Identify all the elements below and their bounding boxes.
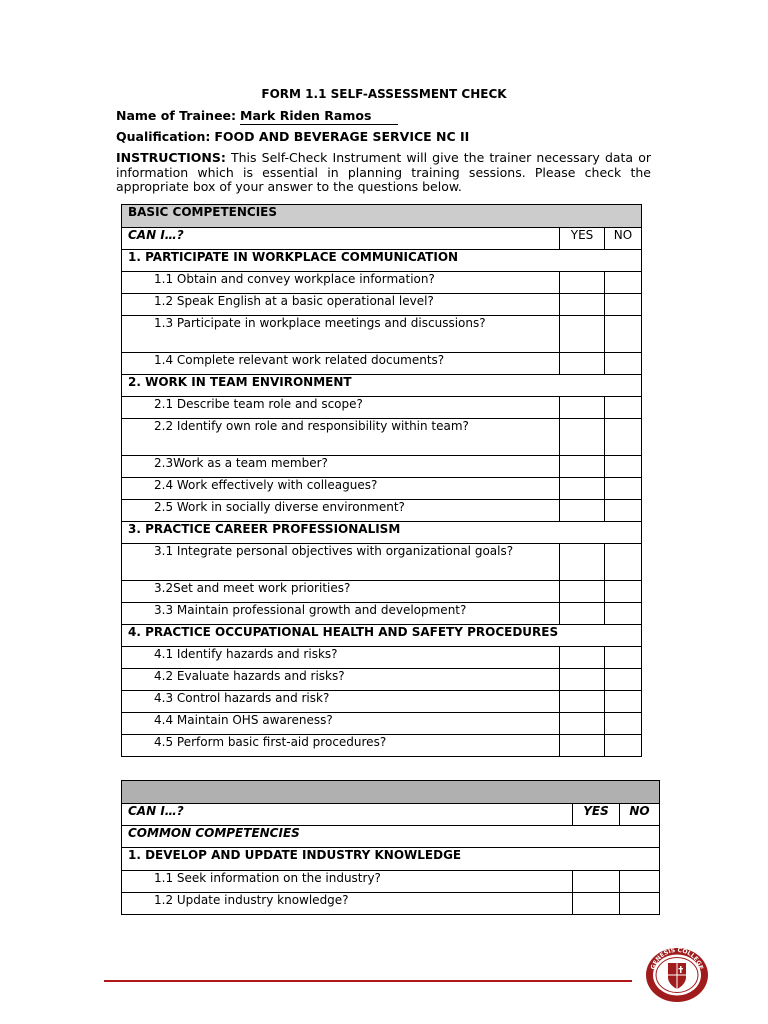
trainee-label: Name of Trainee: bbox=[116, 108, 237, 123]
table-row bbox=[122, 713, 642, 735]
no-checkbox[interactable] bbox=[605, 353, 642, 375]
question-text: 4.4 Maintain OHS awareness? bbox=[122, 713, 560, 735]
form-title: FORM 1.1 SELF-ASSESSMENT CHECK bbox=[261, 87, 507, 101]
yes-checkbox[interactable] bbox=[573, 893, 620, 915]
qualification-line bbox=[116, 129, 469, 144]
section-title: 1. DEVELOP AND UPDATE INDUSTRY KNOWLEDGE bbox=[122, 848, 660, 871]
question-text: 2.1 Describe team role and scope? bbox=[122, 397, 560, 419]
no-checkbox[interactable] bbox=[605, 713, 642, 735]
table-row bbox=[122, 316, 642, 353]
yes-checkbox[interactable] bbox=[560, 456, 605, 478]
question-text: 1.4 Complete relevant work related documents? bbox=[122, 353, 560, 375]
yes-checkbox[interactable] bbox=[560, 419, 605, 456]
no-checkbox[interactable] bbox=[605, 735, 642, 757]
qualification-label: Qualification: bbox=[116, 129, 211, 144]
table-row bbox=[122, 500, 642, 522]
yes-checkbox[interactable] bbox=[573, 871, 620, 893]
college-seal-logo bbox=[644, 946, 710, 1004]
yes-checkbox[interactable] bbox=[560, 500, 605, 522]
common-competencies-label: COMMON COMPETENCIES bbox=[122, 826, 660, 848]
table-row bbox=[122, 419, 642, 456]
footer-divider bbox=[104, 980, 632, 982]
trainee-name: Mark Riden Ramos bbox=[240, 108, 398, 125]
no-checkbox[interactable] bbox=[605, 603, 642, 625]
section-title: 1. PARTICIPATE IN WORKPLACE COMMUNICATION bbox=[122, 250, 642, 272]
yes-checkbox[interactable] bbox=[560, 691, 605, 713]
yes-checkbox[interactable] bbox=[560, 353, 605, 375]
yes-checkbox[interactable] bbox=[560, 544, 605, 581]
no-checkbox[interactable] bbox=[605, 419, 642, 456]
category-row bbox=[122, 826, 660, 848]
question-text: 1.3 Participate in workplace meetings and discussions? bbox=[122, 316, 560, 353]
no-checkbox[interactable] bbox=[605, 669, 642, 691]
question-text: 1.1 Obtain and convey workplace information? bbox=[122, 272, 560, 294]
no-checkbox[interactable] bbox=[605, 272, 642, 294]
no-checkbox[interactable] bbox=[605, 647, 642, 669]
no-column-header: NO bbox=[605, 228, 642, 250]
question-text: 3.3 Maintain professional growth and development? bbox=[122, 603, 560, 625]
question-text: 4.2 Evaluate hazards and risks? bbox=[122, 669, 560, 691]
qualification-value: FOOD AND BEVERAGE SERVICE NC II bbox=[214, 129, 470, 144]
no-checkbox[interactable] bbox=[605, 397, 642, 419]
yes-checkbox[interactable] bbox=[560, 713, 605, 735]
table-row bbox=[122, 544, 642, 581]
no-checkbox[interactable] bbox=[605, 294, 642, 316]
question-text: 2.4 Work effectively with colleagues? bbox=[122, 478, 560, 500]
no-checkbox[interactable] bbox=[620, 871, 660, 893]
question-text: 1.2 Update industry knowledge? bbox=[122, 893, 573, 915]
instructions bbox=[116, 151, 651, 195]
table-row bbox=[122, 647, 642, 669]
can-i-label: CAN I…? bbox=[122, 228, 560, 250]
instructions-text: This Self-Check Instrument will give the trainer necessary data or information which is essential in planning training sessions. Please check the appropriate box of your answer to the questions below. bbox=[116, 150, 651, 195]
table-row bbox=[122, 272, 642, 294]
question-text: 4.5 Perform basic first-aid procedures? bbox=[122, 735, 560, 757]
yes-checkbox[interactable] bbox=[560, 478, 605, 500]
table-row bbox=[122, 603, 642, 625]
table-row bbox=[122, 294, 642, 316]
yes-checkbox[interactable] bbox=[560, 581, 605, 603]
question-text: 2.3Work as a team member? bbox=[122, 456, 560, 478]
yes-checkbox[interactable] bbox=[560, 735, 605, 757]
table-header-row bbox=[122, 781, 660, 804]
can-i-row bbox=[122, 228, 642, 250]
yes-checkbox[interactable] bbox=[560, 647, 605, 669]
table-row bbox=[122, 353, 642, 375]
table-row bbox=[122, 397, 642, 419]
table-row bbox=[122, 581, 642, 603]
section-title: 4. PRACTICE OCCUPATIONAL HEALTH AND SAFETY PROCEDURES bbox=[122, 625, 642, 647]
question-text: 2.5 Work in socially diverse environment? bbox=[122, 500, 560, 522]
table-row bbox=[122, 669, 642, 691]
no-checkbox[interactable] bbox=[605, 544, 642, 581]
no-checkbox[interactable] bbox=[605, 691, 642, 713]
no-checkbox[interactable] bbox=[605, 478, 642, 500]
section-row bbox=[122, 625, 642, 647]
yes-checkbox[interactable] bbox=[560, 603, 605, 625]
yes-checkbox[interactable] bbox=[560, 294, 605, 316]
yes-column-header: YES bbox=[560, 228, 605, 250]
table-row bbox=[122, 735, 642, 757]
no-checkbox[interactable] bbox=[605, 581, 642, 603]
question-text: 1.2 Speak English at a basic operational level? bbox=[122, 294, 560, 316]
table-header-row bbox=[122, 205, 642, 228]
question-text: 4.3 Control hazards and risk? bbox=[122, 691, 560, 713]
section-row bbox=[122, 375, 642, 397]
basic-competencies-header: BASIC COMPETENCIES bbox=[122, 205, 642, 228]
question-text: 4.1 Identify hazards and risks? bbox=[122, 647, 560, 669]
table-row bbox=[122, 478, 642, 500]
question-text: 3.1 Integrate personal objectives with organizational goals? bbox=[122, 544, 560, 581]
no-checkbox[interactable] bbox=[605, 316, 642, 353]
section-title: 2. WORK IN TEAM ENVIRONMENT bbox=[122, 375, 642, 397]
question-text: 1.1 Seek information on the industry? bbox=[122, 871, 573, 893]
question-text: 3.2Set and meet work priorities? bbox=[122, 581, 560, 603]
table-row bbox=[122, 893, 660, 915]
table-row bbox=[122, 456, 642, 478]
yes-checkbox[interactable] bbox=[560, 669, 605, 691]
table-row bbox=[122, 871, 660, 893]
no-checkbox[interactable] bbox=[605, 456, 642, 478]
common-table-header bbox=[122, 781, 660, 804]
table-row bbox=[122, 691, 642, 713]
trainee-line bbox=[116, 108, 398, 125]
section-title: 3. PRACTICE CAREER PROFESSIONALISM bbox=[122, 522, 642, 544]
section-row bbox=[122, 522, 642, 544]
instructions-label: INSTRUCTIONS: bbox=[116, 150, 226, 165]
question-text: 2.2 Identify own role and responsibility within team? bbox=[122, 419, 560, 456]
common-competencies-table bbox=[121, 780, 660, 915]
section-row bbox=[122, 848, 660, 871]
can-i-row bbox=[122, 804, 660, 826]
yes-checkbox[interactable] bbox=[560, 397, 605, 419]
no-checkbox[interactable] bbox=[605, 500, 642, 522]
yes-checkbox[interactable] bbox=[560, 272, 605, 294]
section-row bbox=[122, 250, 642, 272]
yes-column-header: YES bbox=[573, 804, 620, 826]
no-checkbox[interactable] bbox=[620, 893, 660, 915]
no-column-header: NO bbox=[620, 804, 660, 826]
svg-text:GENESIS COLLEGE: GENESIS COLLEGE bbox=[649, 946, 705, 971]
yes-checkbox[interactable] bbox=[560, 316, 605, 353]
basic-competencies-table bbox=[121, 204, 642, 757]
can-i-label: CAN I…? bbox=[122, 804, 573, 826]
